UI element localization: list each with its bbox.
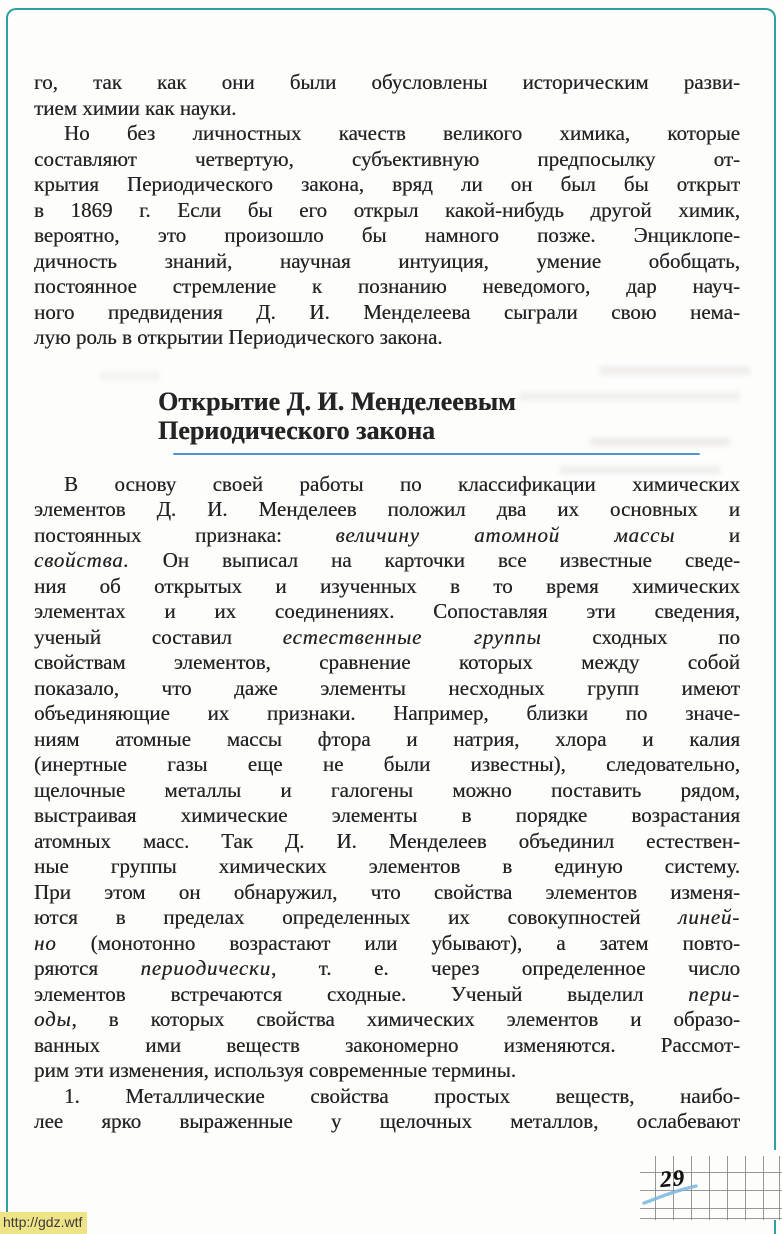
- text-line: [34, 223, 740, 249]
- text-line: [34, 599, 740, 625]
- text-segment: (монотонно возрастают или убывают), а затем повто-: [56, 930, 740, 955]
- text-segment: ного предвидения Д. И. Менделеева сыграли свою нема-: [34, 299, 740, 324]
- emphasis-term: но: [34, 930, 57, 955]
- watermark-label: http://gdz.wtf: [0, 1212, 87, 1234]
- text-line: [34, 650, 740, 676]
- text-line: [34, 803, 740, 829]
- text-line: [34, 574, 740, 600]
- text-line: [34, 472, 740, 498]
- paragraph-block-top: [34, 70, 740, 351]
- text-segment: составляют четвертую, субъективную предпосылку от-: [34, 146, 740, 171]
- section-heading-line2: Периодического закона: [158, 416, 436, 445]
- text-segment: свойствам элементов, сравнение которых между собой: [34, 650, 740, 674]
- text-segment: ученый составил: [34, 624, 283, 649]
- text-segment: крытия Периодического закона, вряд ли он был бы открыт: [34, 172, 740, 196]
- text-line: [34, 1084, 740, 1110]
- text-segment: ются в пределах определенных их совокупностей: [34, 905, 679, 929]
- text-segment: щелочные металлы и галогены можно поставить рядом,: [34, 777, 740, 802]
- text-segment: В основу своей работы по классификации химических: [64, 471, 740, 496]
- text-line: [34, 325, 740, 351]
- text-line: [34, 1058, 740, 1084]
- text-segment: лую роль в открытии Периодического закона.: [34, 325, 443, 349]
- text-line: [34, 96, 740, 122]
- text-line: [34, 147, 740, 173]
- text-line: [34, 497, 740, 523]
- text-segment: выстраивая химические элементы в порядке возрастания: [34, 803, 740, 827]
- text-line: [34, 1109, 740, 1135]
- text-segment: (инертные газы еще не были известны), следовательно,: [34, 752, 740, 776]
- text-line: [34, 905, 740, 931]
- text-line: [34, 300, 740, 326]
- text-segment: сходных по: [541, 624, 740, 649]
- text-line: [34, 198, 740, 224]
- text-line: [34, 829, 740, 855]
- body-text: [34, 70, 740, 1135]
- text-segment: объединяющие их признаки. Например, близки по значе-: [34, 701, 740, 725]
- text-segment: При этом он обнаружил, что свойства элементов изменя-: [34, 879, 740, 904]
- emphasis-term: пери-: [688, 981, 740, 1006]
- emphasis-term: свойства.: [34, 548, 130, 572]
- page-number-grid: [640, 1156, 782, 1220]
- text-line: [34, 982, 740, 1008]
- text-line: [34, 249, 740, 275]
- text-segment: 1. Металлические свойства простых веществ, наибо-: [64, 1083, 740, 1108]
- text-line: [34, 70, 740, 96]
- text-line: [34, 752, 740, 778]
- emphasis-term: естественные группы: [282, 624, 542, 649]
- text-line: [34, 1007, 740, 1033]
- text-line: [34, 274, 740, 300]
- text-segment: , т. е. через определенное число: [270, 956, 740, 980]
- text-line: [34, 625, 740, 651]
- text-line: [34, 701, 740, 727]
- text-segment: ния об открытых и изученных в то время химических: [34, 573, 740, 598]
- text-segment: и: [675, 522, 740, 547]
- text-segment: ванных ими веществ закономерно изменяются. Рассмот-: [34, 1032, 740, 1057]
- text-segment: в 1869 г. Если бы его открыл какой-нибудь другой химик,: [34, 197, 740, 222]
- text-line: [34, 956, 740, 982]
- text-segment: ряются: [34, 956, 141, 980]
- section-heading-line1: Открытие Д. И. Менделеевым: [158, 386, 516, 416]
- text-segment: Но без личностных качеств великого химика, которые: [64, 121, 740, 145]
- emphasis-term: величину атомной массы: [335, 522, 676, 547]
- text-segment: тием химии как науки.: [34, 95, 237, 120]
- text-segment: атомных масс. Так Д. И. Менделеев объединил естествен-: [34, 828, 740, 853]
- text-segment: ные группы химических элементов в единую систему.: [34, 854, 740, 878]
- text-line: [34, 880, 740, 906]
- text-segment: дичность знаний, научная интуиция, умение обобщать,: [34, 248, 740, 273]
- text-line: [34, 778, 740, 804]
- text-segment: го, так как они были обусловлены историческим разви-: [34, 70, 740, 94]
- text-segment: элементов встречаются сходные. Ученый выделил: [34, 981, 689, 1006]
- text-segment: рим эти изменения, используя современные термины.: [34, 1058, 516, 1082]
- emphasis-term: оды: [34, 1007, 72, 1031]
- text-segment: постоянных признака:: [34, 522, 336, 547]
- text-segment: элементах и их соединениях. Сопоставляя эти сведения,: [34, 599, 740, 623]
- text-segment: Он выписал на карточки все известные сведе-: [129, 548, 740, 572]
- text-segment: элементов Д. И. Менделеев положил два их основных и: [34, 497, 740, 521]
- text-segment: вероятно, это произошло бы намного позже. Энциклопе-: [34, 223, 740, 247]
- text-segment: ниям атомные массы фтора и натрия, хлора и калия: [34, 726, 740, 751]
- emphasis-term: периодически: [140, 956, 271, 980]
- text-line: [34, 931, 740, 957]
- text-segment: , в которых свойства химических элементов и образо-: [71, 1007, 740, 1031]
- page-number: 29: [658, 1164, 686, 1193]
- text-line: [34, 548, 740, 574]
- text-line: [34, 727, 740, 753]
- text-line: [34, 121, 740, 147]
- text-segment: показало, что даже элементы несходных групп имеют: [34, 675, 740, 700]
- text-line: [34, 523, 740, 549]
- text-segment: лее ярко выраженные у щелочных металлов, ослабевают: [34, 1109, 740, 1133]
- text-line: [34, 676, 740, 702]
- text-line: [34, 172, 740, 198]
- section-heading: [158, 387, 740, 446]
- text-line: [34, 854, 740, 880]
- paragraph-block-main: [34, 472, 740, 1135]
- emphasis-term: линей-: [678, 905, 740, 929]
- heading-underline: [173, 453, 700, 455]
- text-line: [34, 1033, 740, 1059]
- text-segment: постоянное стремление к познанию неведомого, дар науч-: [34, 274, 740, 298]
